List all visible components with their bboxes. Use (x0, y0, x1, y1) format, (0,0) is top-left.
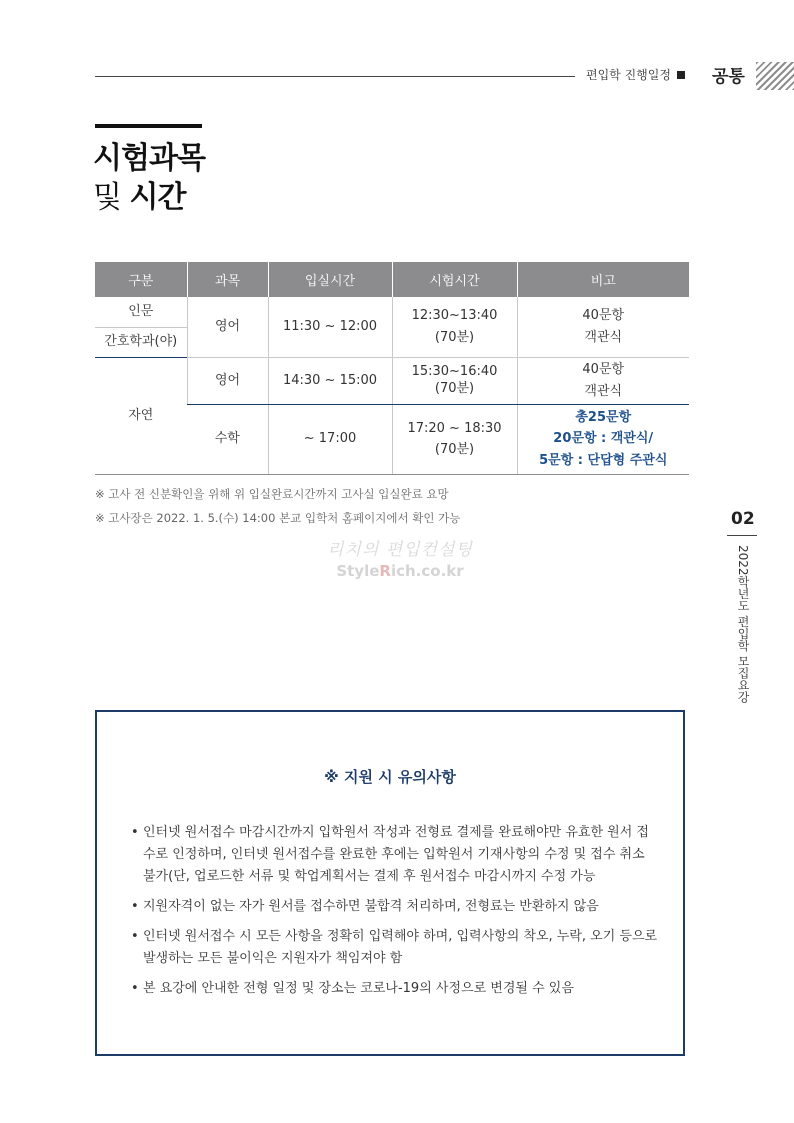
side-document-title: 2022학년도 편입학 모집요강 (736, 545, 750, 704)
note-line: 40문항 (582, 362, 625, 378)
notice-title: ※ 지원 시 유의사항 (324, 768, 456, 786)
page-subtitle (93, 172, 186, 216)
note-line: 40문항 (582, 308, 625, 324)
watermark-part: ich.co.kr (390, 562, 464, 580)
watermark-line1: 리치의 편입컨설팅 (327, 540, 473, 560)
note-line: 객관식 (584, 329, 623, 345)
note-line: 5문항 : 단답형 주관식 (539, 452, 668, 468)
section-tag: 공통 (712, 67, 745, 87)
notice-item-text: 지원자격이 없는 자가 원서를 접수하면 불합격 처리하며, 전형료는 반환하지 않음 (143, 899, 599, 914)
list-item (131, 978, 661, 1000)
header-category: 구분 (95, 262, 187, 297)
subtitle-prefix: 및 (93, 180, 121, 215)
subject-cell: 영어 (187, 357, 268, 404)
watermark-accent: R (379, 562, 391, 580)
exam-time-cell (392, 357, 517, 404)
table-header-row (95, 262, 689, 297)
page-number: 02 (731, 509, 755, 529)
page-number-rule (727, 535, 757, 536)
subtitle-bold: 시간 (129, 180, 186, 215)
exam-time: 12:30~13:40 (411, 308, 498, 324)
exam-duration: (70분) (434, 380, 475, 396)
entry-time-cell: 14:30 ~ 15:00 (268, 357, 392, 404)
breadcrumb (586, 66, 685, 83)
exam-time-cell (392, 404, 517, 474)
breadcrumb-text: 편입학 진행일정 (586, 68, 671, 82)
category-nursing: 간호학과(야) (95, 327, 187, 357)
page-title: 시험과목 (93, 141, 205, 176)
note-cell (517, 357, 689, 404)
table-row (95, 297, 689, 327)
notice-box (95, 710, 685, 1056)
entry-time-cell: 11:30 ~ 12:00 (268, 297, 392, 357)
bullet: • (131, 899, 139, 914)
list-item (131, 822, 661, 888)
bullet: • (131, 981, 139, 996)
bullet: • (131, 825, 139, 840)
footnote: ※ 고사장은 2022. 1. 5.(수) 14:00 본교 입학처 홈페이지에서 확인 가능 (95, 511, 461, 525)
hatch-decoration (756, 62, 794, 90)
notice-item-text: 인터넷 원서접수 마감시간까지 입학원서 작성과 전형료 결제를 완료해야만 유효한 원서 접수로 인정하며, 인터넷 원서접수를 완료한 후에는 입학원서 기재사항의 수정 및 접수 취소 불가(단, 업로드한 서류 및 학업계획서는 결제 후 원서접수 마감시까지 수정 가능 (143, 825, 649, 884)
list-item (131, 926, 661, 970)
notice-list (131, 822, 661, 1008)
subject-cell: 수학 (187, 404, 268, 474)
category-humanities: 인문 (95, 297, 187, 327)
bullet: • (131, 929, 139, 944)
table-row (95, 357, 689, 404)
watermark (320, 535, 480, 580)
exam-time: 17:20 ~ 18:30 (407, 420, 502, 436)
note-line: 총25문항 (575, 409, 632, 425)
exam-duration: (70분) (434, 329, 475, 345)
header-exam-time: 시험시간 (392, 262, 517, 297)
subject-cell: 영어 (187, 297, 268, 357)
exam-time: 15:30~16:40 (411, 363, 498, 379)
header-note: 비고 (517, 262, 689, 297)
exam-schedule-table (95, 262, 689, 475)
note-cell (517, 297, 689, 357)
title-bar (95, 124, 202, 128)
exam-time-cell (392, 297, 517, 357)
header-rule (95, 76, 575, 77)
square-icon (677, 71, 685, 79)
notice-item-text: 본 요강에 안내한 전형 일정 및 장소는 코로나-19의 사정으로 변경될 수 있음 (143, 981, 574, 996)
watermark-part: Style (336, 562, 380, 580)
exam-duration: (70분) (434, 442, 475, 457)
header-entry-time: 입실시간 (268, 262, 392, 297)
note-line: 객관식 (584, 383, 623, 399)
note-cell (517, 404, 689, 474)
footnote: ※ 고사 전 신분확인을 위해 위 입실완료시간까지 고사실 입실완료 요망 (95, 487, 449, 501)
list-item (131, 896, 661, 918)
watermark-line2 (320, 562, 480, 580)
category-science: 자연 (95, 357, 187, 474)
note-line: 20문항 : 객관식/ (553, 431, 654, 447)
notice-item-text: 인터넷 원서접수 시 모든 사항을 정확히 입력해야 하며, 입력사항의 착오, 누락, 오기 등으로 발생하는 모든 불이익은 지원자가 책임져야 함 (143, 929, 658, 966)
entry-time-cell: ~ 17:00 (268, 404, 392, 474)
header-subject: 과목 (187, 262, 268, 297)
